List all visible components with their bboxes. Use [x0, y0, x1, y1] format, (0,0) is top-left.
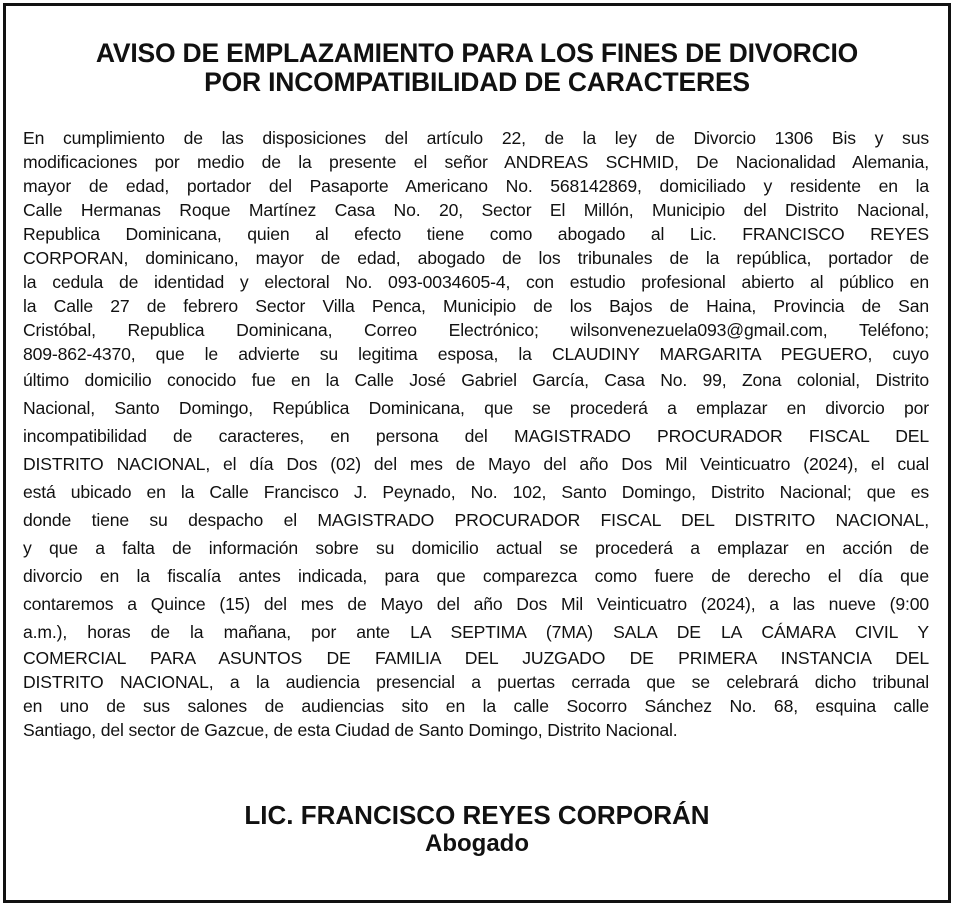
- body-line: a.m.), horas de la mañana, por ante LA SEPTIMA (7MA) SALA DE LA CÁMARA CIVIL Y: [23, 622, 929, 642]
- body-line: Santiago, del sector de Gazcue, de esta Ciudad de Santo Domingo, Distrito Nacional.: [23, 720, 678, 740]
- body-line: último domicilio conocido fue en la Calle José Gabriel García, Casa No. 99, Zona colonial, Distrito: [23, 370, 929, 390]
- notice-frame: [3, 3, 951, 903]
- body-line: contaremos a Quince (15) del mes de Mayo del año Dos Mil Veinticuatro (2024), a las nueve (9:00: [23, 594, 929, 614]
- body-line: Nacional, Santo Domingo, República Dominicana, que se procederá a emplazar en divorcio por: [23, 398, 929, 418]
- body-line: y que a falta de información sobre su domicilio actual se procederá a emplazar en acción de: [23, 538, 929, 558]
- body-line: COMERCIAL PARA ASUNTOS DE FAMILIA DEL JUZGADO DE PRIMERA INSTANCIA DEL: [23, 648, 929, 668]
- title-line-1: AVISO DE EMPLAZAMIENTO PARA LOS FINES DE DIVORCIO: [95, 38, 859, 68]
- body-line: mayor de edad, portador del Pasaporte Americano No. 568142869, domiciliado y residente en la: [23, 176, 929, 196]
- body-line: incompatibilidad de caracteres, en persona del MAGISTRADO PROCURADOR FISCAL DEL: [23, 426, 929, 446]
- body-line: DISTRITO NACIONAL, a la audiencia presencial a puertas cerrada que se celebrará dicho tribunal: [23, 672, 929, 692]
- title-line-2: POR INCOMPATIBILIDAD DE CARACTERES: [204, 67, 750, 97]
- signature-name: LIC. FRANCISCO REYES CORPORÁN: [244, 800, 710, 830]
- body-line: 809-862-4370, que le advierte su legitima esposa, la CLAUDINY MARGARITA PEGUERO, cuyo: [23, 344, 929, 364]
- body-line: modificaciones por medio de la presente el señor ANDREAS SCHMID, De Nacionalidad Alemania,: [23, 152, 929, 172]
- body-line: En cumplimiento de las disposiciones del artículo 22, de la ley de Divorcio 1306 Bis y sus: [23, 128, 929, 148]
- signature-role: Abogado: [425, 830, 529, 857]
- body-line: la cedula de identidad y electoral No. 093-0034605-4, con estudio profesional abierto al público en: [23, 272, 929, 292]
- body-line: en uno de sus salones de audiencias sito en la calle Socorro Sánchez No. 68, esquina calle: [23, 696, 929, 716]
- signature-block: [6, 800, 948, 858]
- body-line: CORPORAN, dominicano, mayor de edad, abogado de los tribunales de la república, portador de: [23, 248, 929, 268]
- body-line: Republica Dominicana, quien al efecto tiene como abogado al Lic. FRANCISCO REYES: [23, 224, 929, 244]
- body-line: Calle Hermanas Roque Martínez Casa No. 20, Sector El Millón, Municipio del Distrito Nacional,: [23, 200, 929, 220]
- body-line: está ubicado en la Calle Francisco J. Peynado, No. 102, Santo Domingo, Distrito Nacional; que es: [23, 482, 929, 502]
- body-line: donde tiene su despacho el MAGISTRADO PROCURADOR FISCAL DEL DISTRITO NACIONAL,: [23, 510, 929, 530]
- body-line: la Calle 27 de febrero Sector Villa Penca, Municipio de los Bajos de Haina, Provincia de San: [23, 296, 929, 316]
- notice-title: [18, 39, 936, 97]
- body-line: Cristóbal, Republica Dominicana, Correo Electrónico; wilsonvenezuela093@gmail.com, Teléfono;: [23, 320, 929, 340]
- notice-body: [23, 126, 929, 742]
- body-line: DISTRITO NACIONAL, el día Dos (02) del mes de Mayo del año Dos Mil Veinticuatro (2024), el cual: [23, 454, 929, 474]
- body-line: divorcio en la fiscalía antes indicada, para que comparezca como fuere de derecho el día que: [23, 566, 929, 586]
